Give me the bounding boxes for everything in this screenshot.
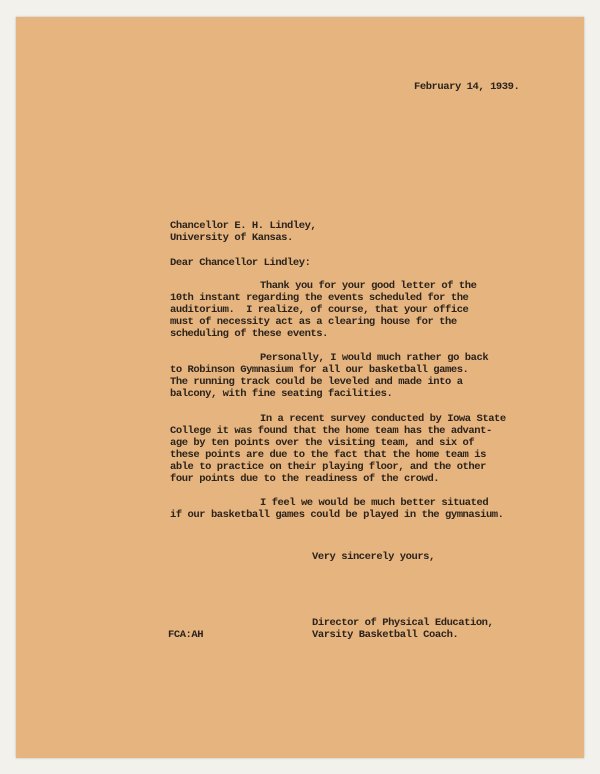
paragraph-line: able to practice on their playing floor, and the other — [170, 461, 486, 473]
paragraph-line: In a recent survey conducted by Iowa State — [260, 413, 506, 425]
paragraph-line: if our basketball games could be played in the gymnasium. — [170, 509, 504, 521]
recipient-institution: University of Kansas. — [170, 232, 293, 244]
signature-title: Director of Physical Education, — [312, 617, 494, 629]
signature-subtitle: Varsity Basketball Coach. — [312, 629, 459, 641]
letter-sheet — [16, 17, 584, 758]
paragraph-line: scheduling of these events. — [170, 328, 328, 340]
paragraph-line: College it was found that the home team has the advant- — [170, 425, 492, 437]
letter-date: February 14, 1939. — [414, 81, 520, 93]
paragraph-line: to Robinson Gymnasium for all our basketball games. — [170, 364, 469, 376]
paragraph-line: The running track could be leveled and made into a — [170, 376, 463, 388]
paragraph-line: auditorium. I realize, of course, that your office — [170, 304, 469, 316]
paragraph-line: I feel we would be much better situated — [260, 497, 489, 509]
recipient-name: Chancellor E. H. Lindley, — [170, 220, 317, 232]
paragraph-line: balcony, with fine seating facilities. — [170, 388, 393, 400]
salutation: Dear Chancellor Lindley: — [170, 257, 311, 269]
paragraph-line: Thank you for your good letter of the — [260, 280, 477, 292]
reference-initials: FCA:AH — [168, 629, 204, 641]
closing: Very sincerely yours, — [312, 551, 435, 563]
paragraph-line: Personally, I would much rather go back — [260, 352, 489, 364]
paragraph-line: these points are due to the fact that the home team is — [170, 449, 486, 461]
paragraph-line: four points due to the readiness of the crowd. — [170, 473, 440, 485]
paragraph-line: 10th instant regarding the events scheduled for the — [170, 292, 469, 304]
paragraph-line: age by ten points over the visiting team, and six of — [170, 437, 475, 449]
paragraph-line: must of necessity act as a clearing house for the — [170, 316, 457, 328]
